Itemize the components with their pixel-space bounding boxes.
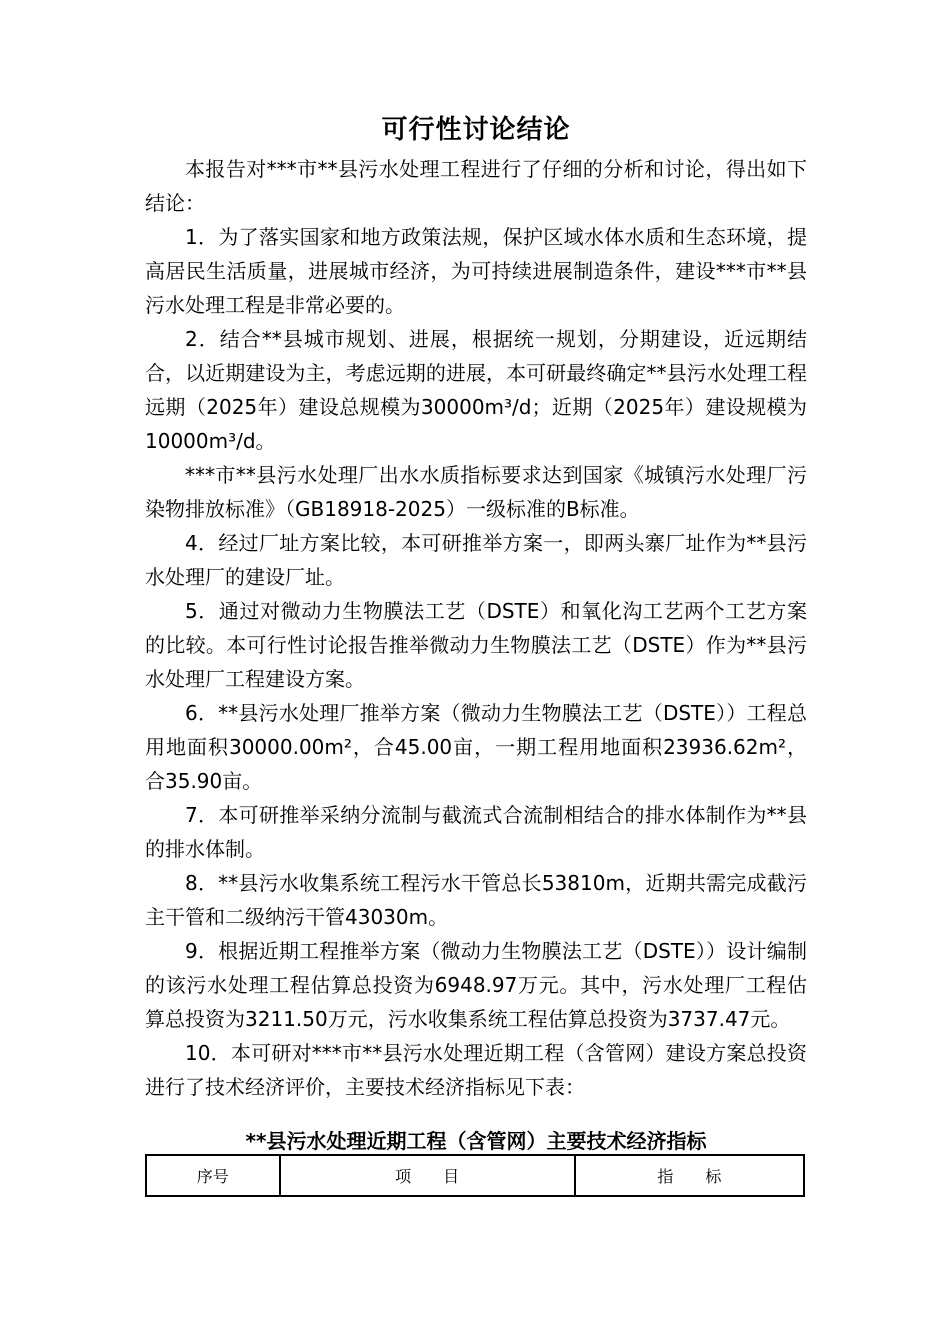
paragraph-6: 6．**县污水处理厂推举方案（微动力生物膜法工艺（DSTE））工程总用地面积30000.00m²，合45.00亩，一期工程用地面积23936.62m²，合35.90亩。 — [145, 701, 807, 793]
document-title: 可行性讨论结论 — [381, 115, 571, 145]
table-title: **县污水处理近期工程（含管网）主要技术经济指标 — [245, 1129, 707, 1153]
paragraph-1: 1．为了落实国家和地方政策法规，保护区域水体水质和生态环境，提高居民生活质量，进展城市经济，为可持续进展制造条件，建设***市**县污水处理工程是非常必要的。 — [145, 225, 807, 317]
paragraph-3: ***市**县污水处理厂出水水质指标要求达到国家《城镇污水处理厂污染物排放标准》（GB18918-2025）一级标准的B标准。 — [145, 463, 807, 521]
paragraph-intro: 本报告对***市**县污水处理工程进行了仔细的分析和讨论，得出如下结论： — [145, 157, 807, 215]
paragraph-7: 7．本可研推举采纳分流制与截流式合流制相结合的排水体制作为**县的排水体制。 — [145, 803, 807, 861]
paragraph-10: 10．本可研对***市**县污水处理近期工程（含管网）建设方案总投资进行了技术经济评价，主要技术经济指标见下表： — [145, 1041, 807, 1099]
header-serial-number: 序号 — [146, 1155, 280, 1196]
document-body — [145, 152, 807, 1104]
paragraph-8: 8．**县污水收集系统工程污水干管总长53810m，近期共需完成截污主干管和二级纳污干管43030m。 — [145, 871, 807, 929]
paragraph-9: 9．根据近期工程推举方案（微动力生物膜法工艺（DSTE））设计编制的该污水处理工程估算总投资为6948.97万元。其中，污水处理厂工程估算总投资为3211.50万元，污水收集系统工程估算总投资为3737.47元。 — [145, 939, 807, 1031]
paragraph-5: 5．通过对微动力生物膜法工艺（DSTE）和氧化沟工艺两个工艺方案的比较。本可行性讨论报告推举微动力生物膜法工艺（DSTE）作为**县污水处理厂工程建设方案。 — [145, 599, 807, 691]
header-item: 项 目 — [280, 1155, 575, 1196]
indicator-table — [145, 1154, 805, 1197]
header-indicator: 指 标 — [575, 1155, 804, 1196]
paragraph-2: 2．结合**县城市规划、进展，根据统一规划，分期建设，近远期结合，以近期建设为主，考虑远期的进展，本可研最终确定**县污水处理工程远期（2025年）建设总规模为30000m³/d；近期（2025年）建设规模为10000m³/d。 — [145, 327, 807, 453]
table-header-row — [146, 1155, 804, 1196]
paragraph-4: 4．经过厂址方案比较，本可研推举方案一，即两头寨厂址作为**县污水处理厂的建设厂址。 — [145, 531, 807, 589]
